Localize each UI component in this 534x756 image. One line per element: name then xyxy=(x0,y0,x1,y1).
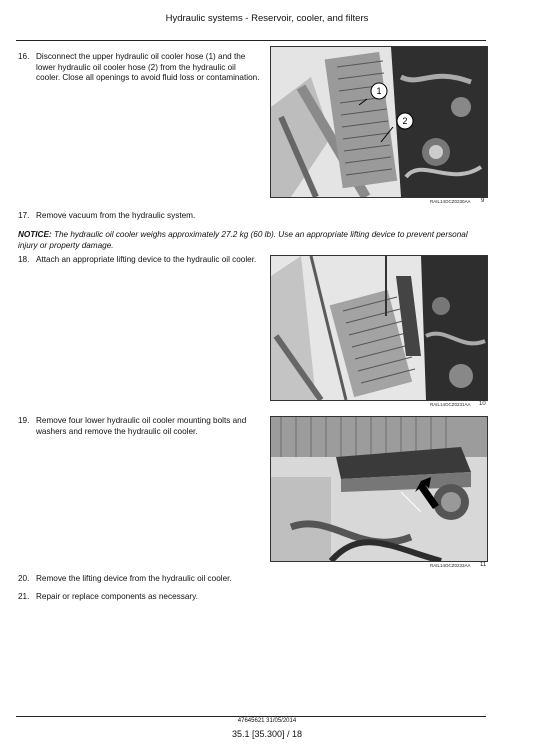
figure-9-photo xyxy=(270,46,488,198)
step-text: Remove the lifting device from the hydraulic oil cooler. xyxy=(36,574,232,583)
figure-11-photo xyxy=(270,416,488,562)
notice-text: The hydraulic oil cooler weighs approximately 27.2 kg (60 lb). Use an appropriate lifting device to prevent personal injury or property damage. xyxy=(18,230,468,250)
step-number: 20. xyxy=(18,574,30,583)
step-text: Repair or replace components as necessary. xyxy=(36,592,198,601)
header-rule xyxy=(16,40,486,41)
step-text: Disconnect the upper hydraulic oil cooler hose (1) and the lower hydraulic oil cooler hose (2) from the hydraulic oil cooler. Close all openings to avoid fluid loss or contamination. xyxy=(36,52,260,82)
callout-1-label: 1 xyxy=(376,86,382,96)
step-number: 17. xyxy=(18,211,30,220)
step-17 xyxy=(18,211,418,223)
step-number: 21. xyxy=(18,592,30,601)
step-number: 19. xyxy=(18,416,30,425)
footer-rule xyxy=(16,716,486,717)
step-18 xyxy=(18,255,268,279)
step-number: 18. xyxy=(18,255,30,264)
figure-10-code: RAIL14OCZ0231AA xyxy=(430,402,471,407)
callout-2-label: 2 xyxy=(402,116,408,126)
footer-document-id: 47645621 31/05/2014 xyxy=(237,718,297,724)
footer-page-number: 35.1 [35.300] / 18 xyxy=(231,729,303,739)
figure-9-code: RAIL14OCZ0230AA xyxy=(430,199,471,204)
step-19 xyxy=(18,416,268,440)
step-text: Remove four lower hydraulic oil cooler mounting bolts and washers and remove the hydraulic oil cooler. xyxy=(36,416,247,436)
notice-block xyxy=(18,230,488,251)
figure-9-number: 9 xyxy=(481,198,485,204)
step-21 xyxy=(18,592,418,604)
step-20 xyxy=(18,574,418,586)
figure-11-code: RAIL14OCZ0233AA xyxy=(430,563,471,568)
step-text: Attach an appropriate lifting device to the hydraulic oil cooler. xyxy=(36,255,257,264)
figure-11-number: 11 xyxy=(480,562,487,568)
step-16 xyxy=(18,52,268,102)
page-header-title: Hydraulic systems - Reservoir, cooler, and filters xyxy=(165,13,369,24)
step-text: Remove vacuum from the hydraulic system. xyxy=(36,211,196,220)
figure-10-photo xyxy=(270,255,488,401)
step-number: 16. xyxy=(18,52,30,61)
figure-10-number: 10 xyxy=(479,401,486,407)
notice-label: NOTICE: xyxy=(18,230,52,239)
